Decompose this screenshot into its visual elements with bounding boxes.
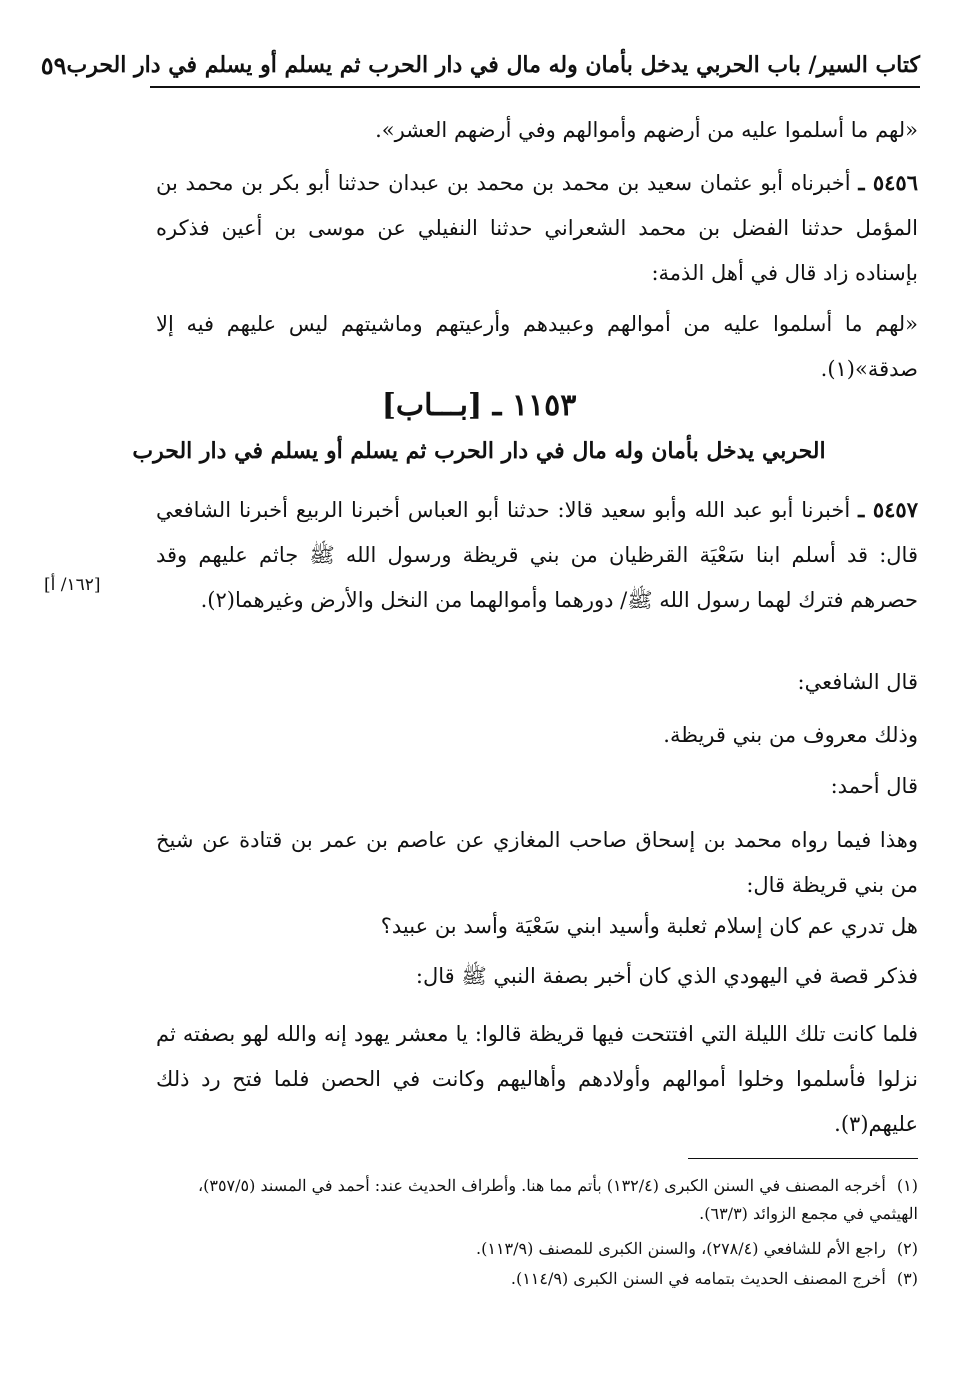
page-header — [40, 44, 920, 88]
hadith-5456 — [156, 160, 918, 296]
running-title: كتاب السير/ باب الحربي يدخل بأمان وله مال في دار الحرب ثم يسلم أو يسلم في دار الحرب — [66, 52, 920, 78]
question-line: هل تدري عم كان إسلام ثعلبة وأسيد ابني سَعْيَة وأسد بن عبيد؟ — [380, 914, 918, 938]
chapter-heading: ١١٥٣ ـ [بـــاب] — [381, 388, 577, 423]
page-number: ٥٩ — [40, 50, 67, 80]
quote-paragraph-2: «لهم ما أسلموا عليه من أموالهم وعبيدهم وأرعيتهم وماشيتهم ليس عليهم فيه إلا صدقة»(١). — [156, 312, 918, 381]
footnote-marker: (٣) — [896, 1269, 918, 1288]
hadith-text: أخبرنا أبو عبد الله وأبو سعيد قالا: حدثنا أبو العباس أخبرنا الربيع أخبرنا الشافعي قال: قد أسلم ابنا سَعْيَة القرظيان من بني قريظة ورسول الله ﷺ جاثم عليهم وقد حصرهم فترك لهما رسول الله ﷺ/ دورهما وأموالهما من النخل والأرض وغيرهما(٢). — [156, 498, 918, 612]
footnote-3 — [156, 1265, 918, 1293]
footnote-1 — [156, 1172, 918, 1228]
text-line: فذكر قصة في اليهودي الذي كان أخبر بصفة النبي ﷺ قال: — [415, 964, 918, 988]
hadith-number: ٥٤٥٧ ـ — [858, 497, 918, 522]
speaker-line: قال أحمد: — [830, 774, 918, 798]
footnote-separator — [688, 1158, 918, 1159]
paragraph-night: فلما كانت تلك الليلة التي افتتحت فيها قريظة قالوا: يا معشر يهود إنه والله لهو بصفته ثم نزلوا فأسلموا وخلوا أموالهم وأولادهم وأهاليهم وكانت في الحصن فلما فتح رد ذلك عليهم(٣). — [156, 1022, 918, 1136]
speaker-line: قال الشافعي: — [797, 670, 918, 694]
hadith-text: أخبرناه أبو عثمان سعيد بن محمد بن محمد بن عبدان حدثنا أبو بكر بن محمد بن المؤمل حدثنا الفضل بن محمد الشعراني حدثنا النفيلي عن موسى بن أعين فذكره بإسناده زاد قال في أهل الذمة: — [156, 171, 918, 285]
hadith-5457 — [156, 487, 918, 623]
chapter-title: الحربي يدخل بأمان وله مال في دار الحرب ثم يسلم أو يسلم في دار الحرب — [132, 438, 826, 464]
hadith-number: ٥٤٥٦ ـ — [858, 170, 918, 195]
footnote-text: أخرج المصنف الحديث بتمامه في السنن الكبرى (١١٤/٩). — [510, 1269, 886, 1288]
footnote-text: راجع الأم للشافعي (٢٧٨/٤)، والسنن الكبرى للمصنف (١١٣/٩). — [476, 1239, 886, 1258]
paragraph-ishaq: وهذا فيما رواه محمد بن إسحاق صاحب المغازي عن عاصم بن عمر بن قتادة عن شيخ من بني قريظة قال: — [156, 828, 918, 897]
text-line: وذلك معروف من بني قريظة. — [663, 723, 918, 747]
footnote-marker: (١) — [896, 1176, 918, 1195]
footnote-2 — [156, 1235, 918, 1263]
footnote-text: أخرجه المصنف في السنن الكبرى (١٣٢/٤) بأتم مما هنا. وأطراف الحديث عند: أحمد في المسند (٣٥٧/٥)، الهيثمي في مجمع الزوائد (٦٣/٣). — [197, 1176, 918, 1223]
manuscript-folio-ref: [١٦٢/ أ] — [44, 575, 101, 595]
quote-line-1: «لهم ما أسلموا عليه من أرضهم وأموالهم وفي أرضهم العشر». — [375, 118, 918, 142]
footnote-marker: (٢) — [896, 1239, 918, 1258]
